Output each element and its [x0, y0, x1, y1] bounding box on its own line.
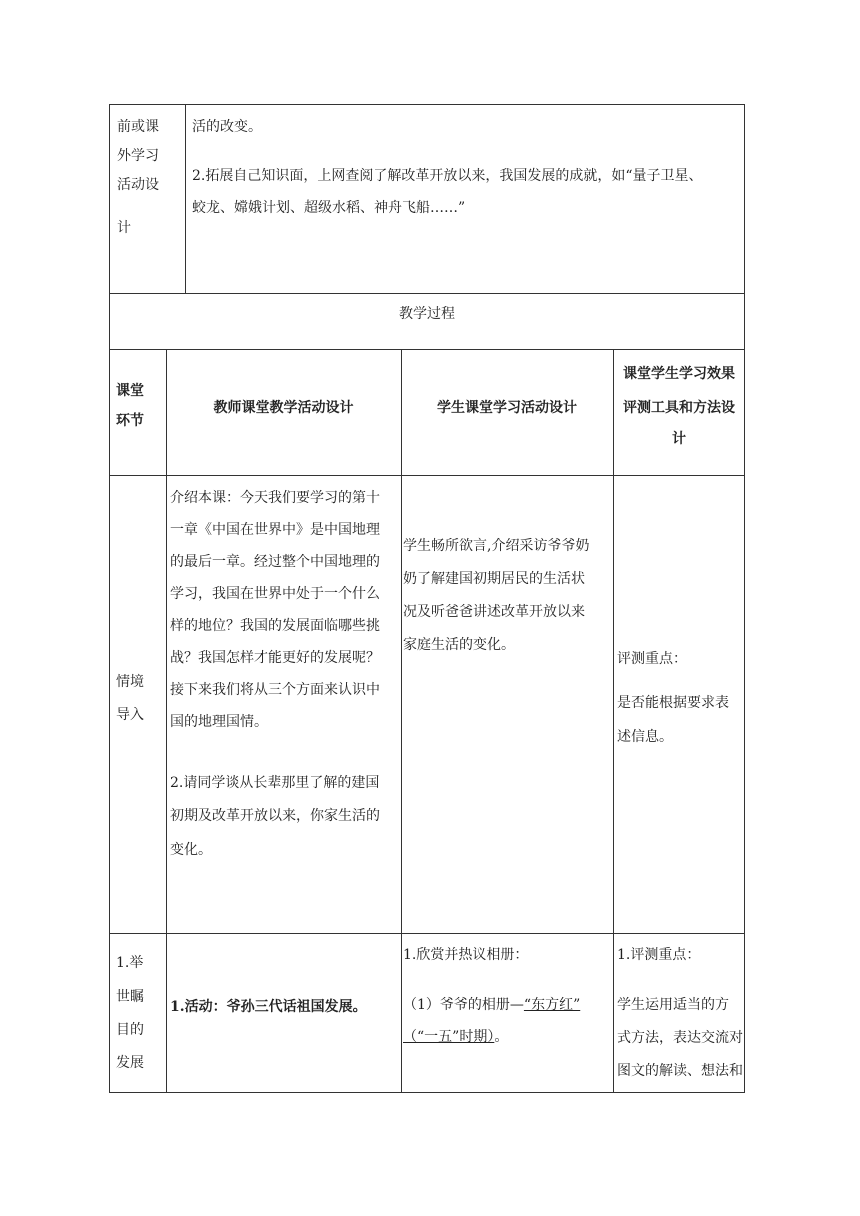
row1-teacher-line: 国的地理国情。: [170, 714, 268, 730]
row1-teacher-line: 的最后一章。经过整个中国地理的: [170, 554, 380, 570]
header-assess: 评测工具和方法设: [623, 400, 735, 416]
row1-assess-line: 是否能根据要求表: [617, 695, 729, 711]
row2-stage: 1.举: [116, 955, 144, 971]
row1-teacher-line: 战？我国怎样才能更好的发展呢？: [170, 650, 380, 666]
row2-assess-line: 学生运用适当的方: [617, 997, 729, 1013]
row1-assess-line: 述信息。: [617, 729, 673, 745]
col-divider-1: [166, 349, 167, 1093]
prep-text-line: 活的改变。: [192, 119, 262, 135]
row1-bottom: [109, 933, 745, 934]
row1-teacher-line: 学习，我国在世界中处于一个什么: [170, 586, 380, 602]
row2-student-suffix: 。: [494, 1029, 509, 1045]
row1-teacher-line: 变化。: [170, 842, 212, 858]
row2-student-line: [403, 1026, 508, 1048]
row1-stage: 导入: [116, 707, 144, 723]
process-title: 教学过程: [399, 306, 455, 322]
row2-student-line: [403, 994, 580, 1016]
row1-student-line: 奶了解建国初期居民的生活状: [403, 571, 585, 587]
prep-text-line: 2.拓展自己知识面，上网查阅了解改革开放以来，我国发展的成就，如“量子卫星、: [192, 168, 703, 184]
row2-assess-line: 1.评测重点：: [617, 947, 701, 963]
title-row-bottom: [109, 349, 745, 350]
prep-label-line: 前或课: [117, 119, 159, 135]
header-row-bottom: [109, 475, 745, 476]
row1-teacher-line: 介绍本课：今天我们要学习的第十: [170, 490, 380, 506]
header-stage: 环节: [116, 413, 144, 429]
row1-student-line: 况及听爸爸讲述改革开放以来: [403, 604, 585, 620]
row1-teacher-line: 接下来我们将从三个方面来认识中: [170, 682, 380, 698]
prep-text-line: 蛟龙、嫦娥计划、超级水稻、神舟飞船……”: [192, 200, 466, 216]
row2-stage: 世瞩: [116, 989, 144, 1005]
prep-label-line: 计: [117, 220, 131, 236]
row2-teacher: 1.活动：爷孙三代话祖国发展。: [170, 999, 367, 1015]
header-teacher: 教师课堂教学活动设计: [213, 400, 354, 416]
header-assess: 计: [672, 431, 686, 447]
row1-teacher-line: 2.请同学谈从长辈那里了解的建国: [170, 775, 380, 791]
row2-student-link: （“一五”时期）: [403, 1029, 495, 1045]
row2-stage: 目的: [116, 1022, 144, 1038]
col-divider-2: [401, 349, 402, 1093]
col-divider-3: [613, 349, 614, 1093]
prep-divider: [185, 104, 186, 294]
row2-stage: 发展: [116, 1055, 144, 1071]
prep-label-line: 外学习: [117, 148, 159, 164]
row1-teacher-line: 一章《中国在世界中》是中国地理: [170, 522, 380, 538]
row1-teacher-line: 样的地位？我国的发展面临哪些挑: [170, 618, 380, 634]
row2-assess-line: 图文的解读、想法和: [617, 1063, 743, 1079]
row2-student-title: 1.欣赏并热议相册：: [403, 947, 529, 963]
row1-stage: 情境: [116, 674, 144, 690]
row1-student-line: 家庭生活的变化。: [403, 637, 515, 653]
row1-student-line: 学生畅所欲言,介绍采访爷爷奶: [403, 538, 590, 554]
row2-assess-line: 式方法，表达交流对: [617, 1030, 743, 1046]
header-stage: 课堂: [116, 383, 144, 399]
header-assess: 课堂学生学习效果: [623, 366, 735, 382]
row1-teacher-line: 初期及改革开放以来，你家生活的: [170, 808, 380, 824]
header-student: 学生课堂学习活动设计: [437, 400, 577, 416]
row1-assess-line: 评测重点：: [617, 651, 687, 667]
row2-student-prefix: （1）爷爷的相册—: [403, 997, 524, 1013]
row2-student-link: “东方红”: [523, 997, 581, 1013]
prep-label-line: 活动设: [117, 177, 159, 193]
